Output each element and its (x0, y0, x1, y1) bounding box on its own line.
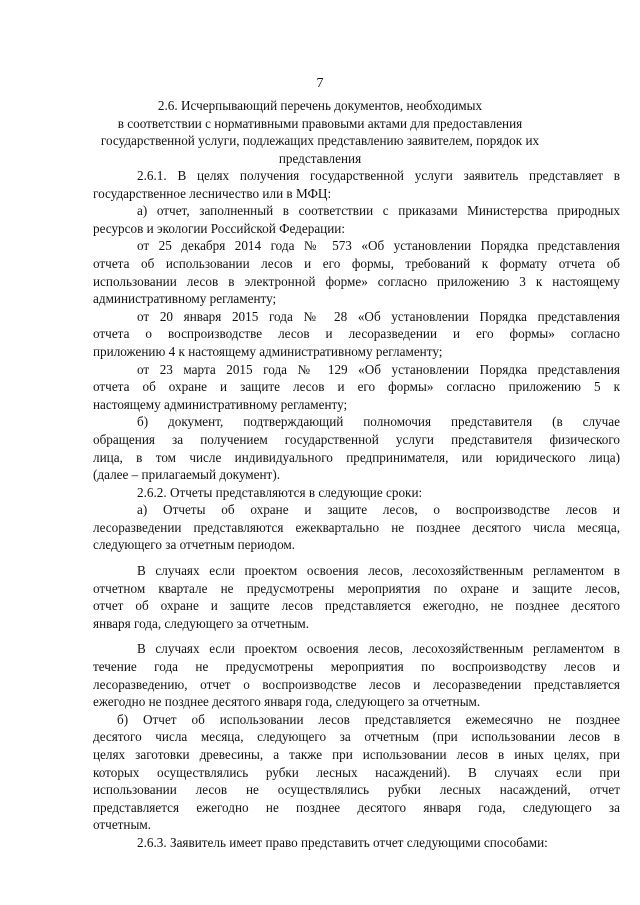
text-line: В случаях если проектом освоения лесов, лесохозяйственным регламентом в (137, 563, 620, 579)
text-line: 2.6.1. В целях получения государственной услуги заявитель представляет в (137, 168, 620, 183)
text-line: от 25 декабря 2014 года № 573 «Об установлении Порядка представления (137, 238, 620, 254)
text-line: В случаях если проектом освоения лесов, лесохозяйственным регламентом в (137, 641, 620, 657)
text-line: использовании лесов в электронной форме» согласно приложению 3 к настоящему (93, 273, 620, 289)
text-line: января года, следующего за отчетным. (93, 615, 310, 631)
text-line: административному регламенту; (93, 291, 277, 307)
text-line: использовании лесов не осуществлялись рубки лесных насаждений, отчет (93, 782, 620, 798)
text-line: следующего за отчетным периодом. (93, 537, 296, 553)
section-heading (96, 97, 544, 167)
text-line: а) отчет, заполненный в соответствии с приказами Министерства природных (137, 203, 620, 219)
text-line: (далее – прилагаемый документ). (93, 467, 281, 483)
text-line: обращения за получением государственной услуги представителя физического (93, 431, 620, 447)
text-line: лесоразведении представляются ежеквартально не позднее десятого числа месяца, (93, 519, 620, 535)
text-line: от 20 января 2015 года № 28 «Об установлении Порядка представления (137, 308, 620, 324)
text-line: отчетным. (93, 817, 151, 833)
text-line: отчетном квартале не предусмотрены мероприятия по охране и защите лесов, (93, 580, 620, 596)
text-line: отчета о воспроизводстве лесов и лесоразведении и его формы» согласно (93, 326, 620, 342)
text-line: отчета об использовании лесов и его формы, требований к формату отчета об (93, 255, 620, 271)
body-text (93, 167, 620, 852)
page-number: 7 (316, 76, 324, 91)
text-line: целях заготовки древесины, а также при использовании лесов в иных целях, при (93, 747, 620, 762)
text-line: а) Отчеты об охране и защите лесов, о воспроизводстве лесов и (137, 502, 620, 518)
text-line: лица, в том числе индивидуального предпринимателя, или юридического лица) (93, 449, 620, 465)
heading-line: 2.6. Исчерпывающий перечень документов, необходимых (157, 98, 483, 113)
text-line: которых осуществлялись рубки лесных насаждений). В случаях если при (93, 764, 620, 780)
heading-line: государственной услуги, подлежащих представлению заявителем, порядок их (100, 133, 540, 149)
paragraph-gap (93, 632, 620, 640)
paragraph-gap (93, 554, 620, 562)
text-line: б) Отчет об использовании лесов представляется ежемесячно не позднее (117, 711, 620, 727)
text-line: ежегодно не позднее десятого января года, следующего за отчетным. (93, 694, 481, 710)
text-line: государственное лесничество или в МФЦ: (93, 185, 332, 201)
heading-line: в соответствии с нормативными правовыми актами для предоставления (117, 115, 523, 131)
text-line: ресурсов и экологии Российской Федерации: (93, 220, 346, 236)
text-line: течение года не предусмотрены мероприятия по воспроизводству лесов и (93, 659, 620, 675)
text-line: настоящему административному регламенту; (93, 396, 348, 412)
text-line: отчет об охране и защите лесов представляется ежегодно, не позднее десятого (93, 598, 620, 614)
text-line: десятого числа месяца, следующего за отчетным (при использовании лесов в (93, 729, 620, 745)
text-line: от 23 марта 2015 года № 129 «Об установлении Порядка представления (137, 361, 620, 377)
heading-line: представления (278, 150, 362, 166)
text-line: приложению 4 к настоящему административному регламенту; (93, 343, 443, 359)
text-line: 2.6.3. Заявитель имеет право представить отчет следующими способами: (137, 834, 548, 850)
text-line: 2.6.2. Отчеты представляются в следующие сроки: (137, 484, 423, 500)
text-line: б) документ, подтверждающий полномочия представителя (в случае (137, 414, 620, 430)
text-line: представляется ежегодно не позднее десятого января года, следующего за (93, 799, 620, 815)
text-line: отчета об охране и защите лесов и его формы» согласно приложению 5 к (93, 379, 620, 395)
text-line: лесоразведению, отчет о воспроизводстве лесов и лесоразведении представляется (93, 676, 620, 692)
